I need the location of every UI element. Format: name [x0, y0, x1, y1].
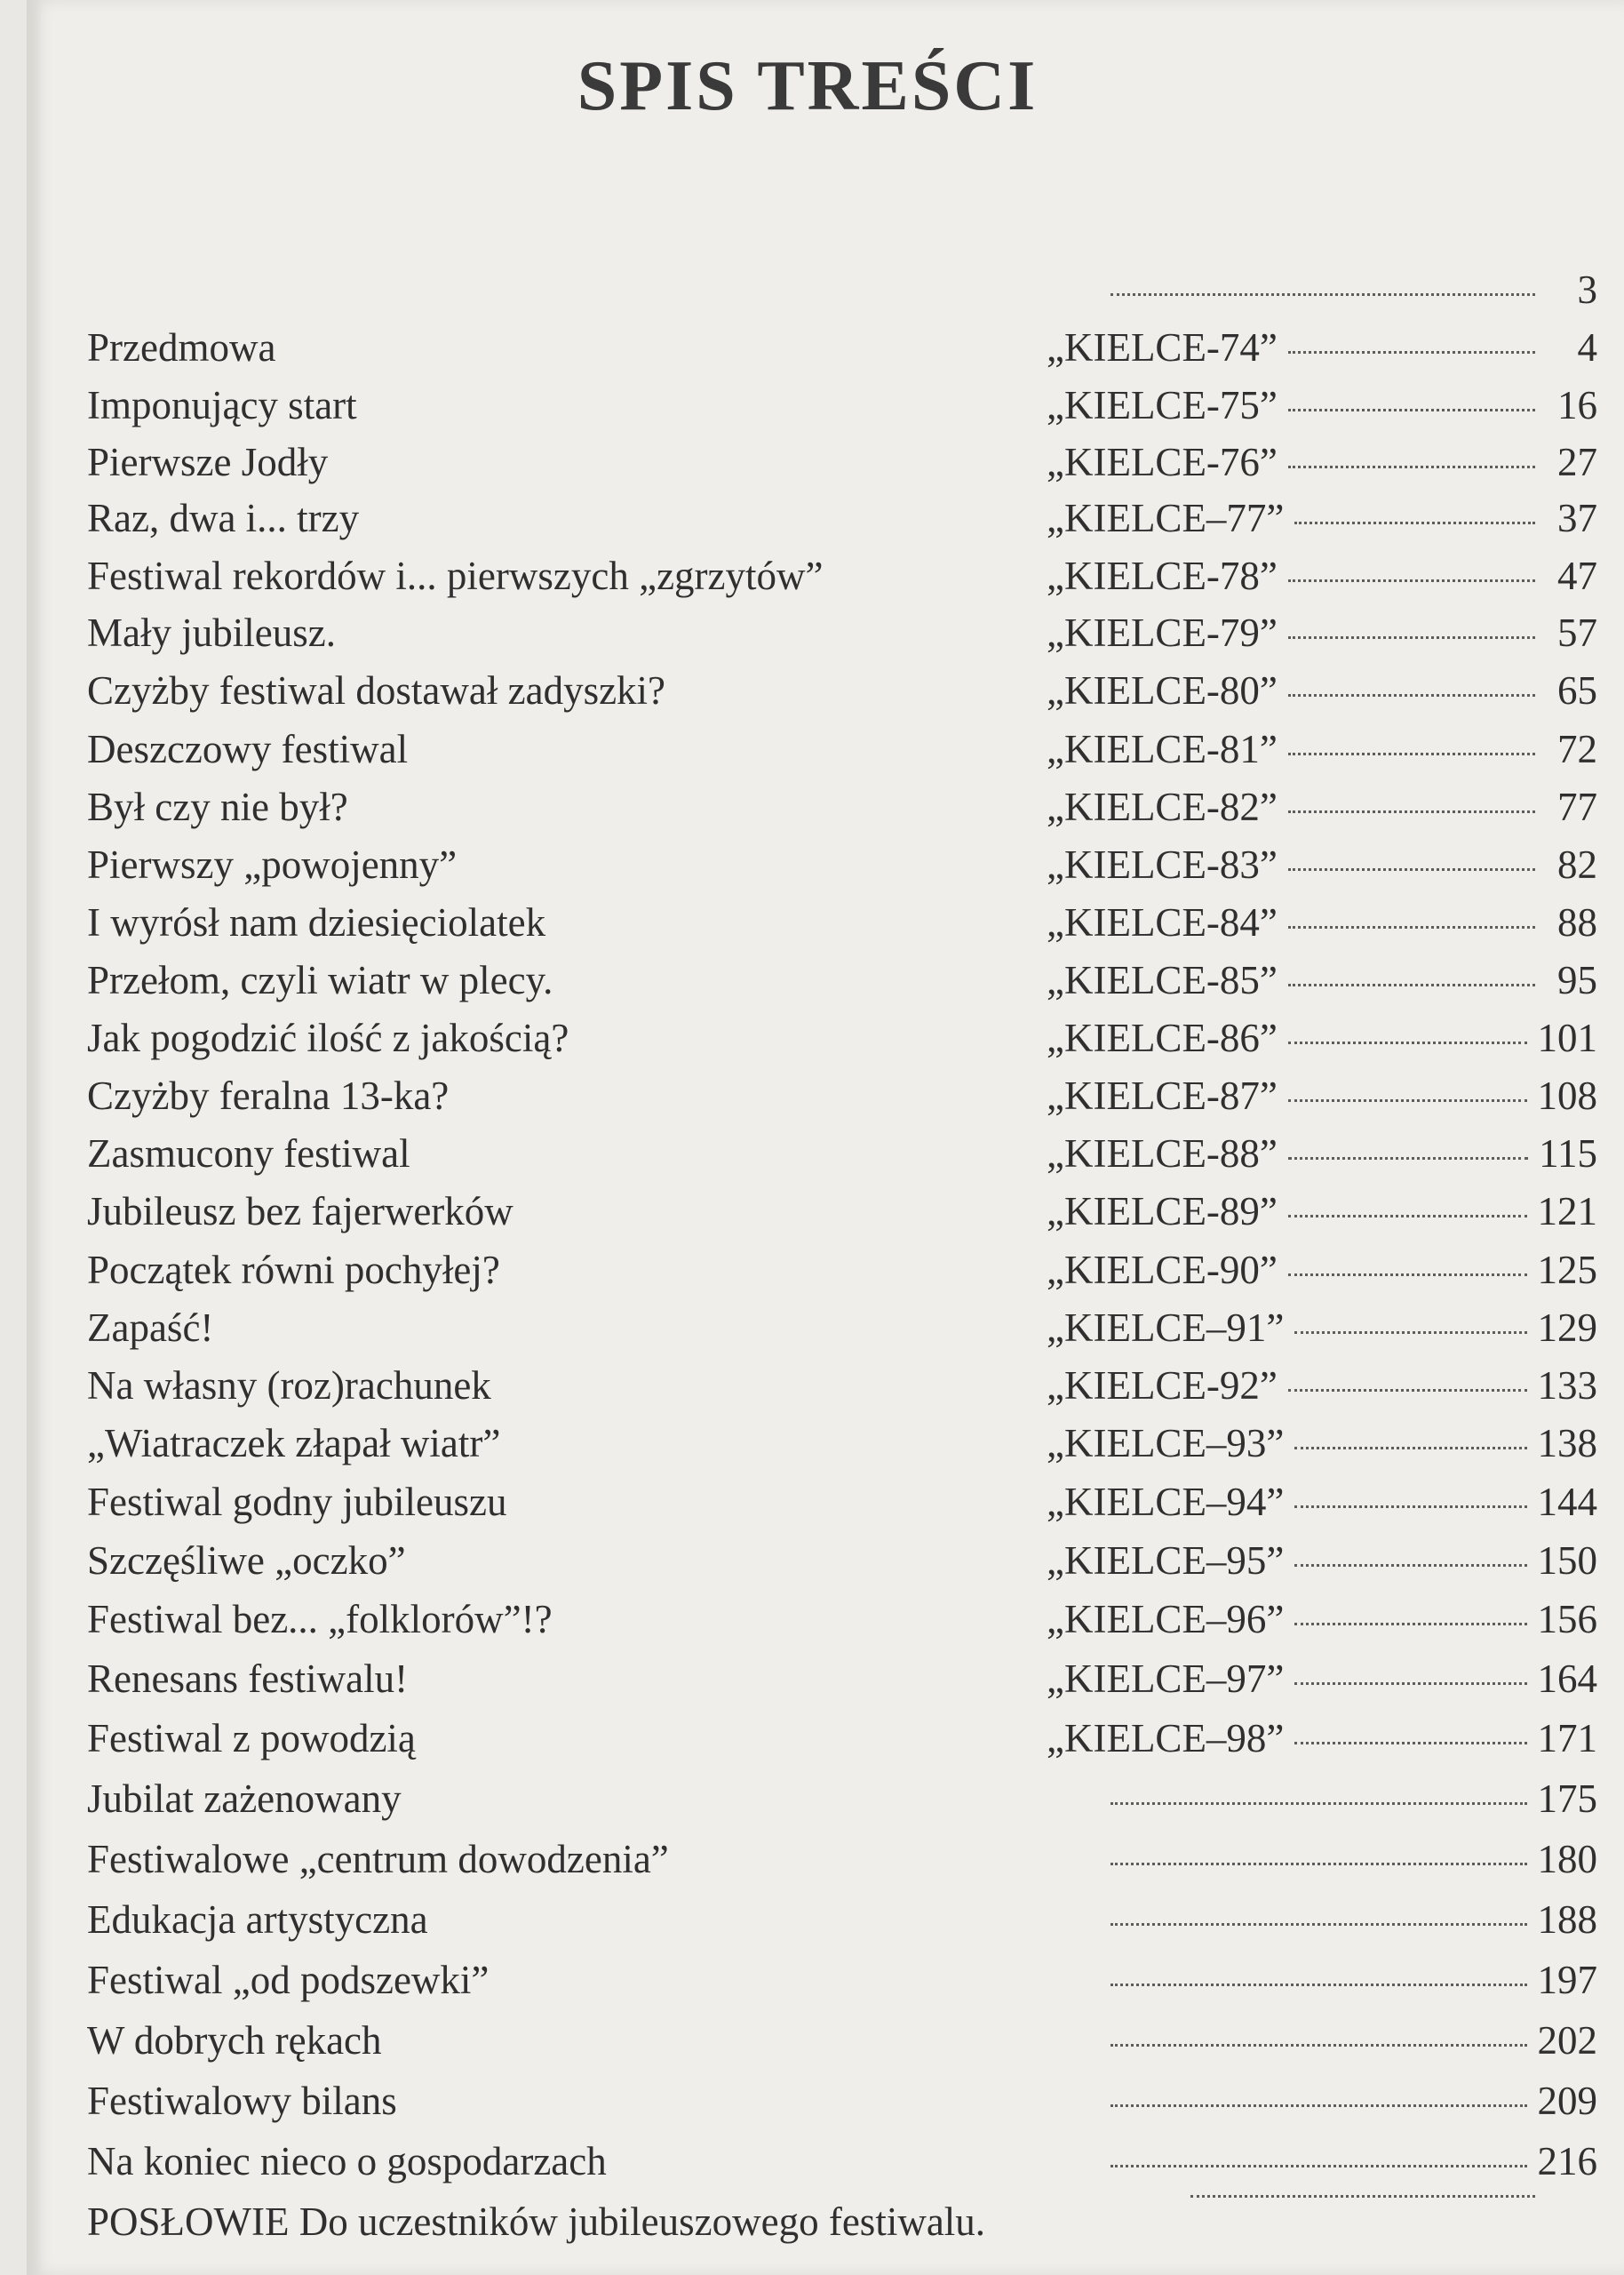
- toc-entry-page-number: 4: [1577, 325, 1597, 370]
- toc-entry-title: Przełom, czyli wiatr w plecy.: [87, 958, 553, 1002]
- toc-entry-title: Festiwal „od podszewki”: [87, 1958, 490, 2002]
- toc-entry-subtitle: „KIELCE–96”: [1047, 1597, 1285, 1641]
- toc-entry-page-number: 138: [1537, 1421, 1597, 1465]
- toc-entry-page-number: 47: [1557, 554, 1597, 598]
- toc-entry-subtitle: „KIELCE–93”: [1047, 1421, 1285, 1465]
- toc-entry-title: Festiwal z powodzią: [87, 1716, 416, 1760]
- toc-entry-reference: [1047, 1189, 1597, 1233]
- dot-leader: [1288, 466, 1535, 468]
- toc-entry-page-number: 125: [1537, 1248, 1597, 1292]
- toc-entry-page-number: 180: [1537, 1837, 1597, 1881]
- toc-entry-subtitle: „KIELCE-79”: [1047, 611, 1278, 655]
- toc-entry-reference: [1047, 613, 1597, 653]
- dot-leader: [1111, 2104, 1527, 2107]
- toc-entry-reference: [1047, 383, 1597, 427]
- toc-entry-title: Czyżby festiwal dostawał zadyszki?: [87, 668, 666, 713]
- toc-entry-reference: [1047, 1018, 1597, 1058]
- toc-entry-reference: [1100, 2081, 1597, 2121]
- toc-entry-page-number: 65: [1557, 668, 1597, 713]
- toc-entry-title: Był czy nie był?: [87, 785, 348, 829]
- toc-entry-subtitle: „KIELCE–91”: [1047, 1305, 1285, 1350]
- dot-leader: [1288, 1042, 1527, 1044]
- dot-leader: [1288, 1389, 1527, 1392]
- toc-entry-subtitle: „KIELCE–97”: [1047, 1656, 1285, 1701]
- toc-entry-title: Imponujący start: [87, 383, 357, 427]
- toc-entry-title: Czyżby feralna 13-ka?: [87, 1074, 450, 1118]
- toc-entry-subtitle: „KIELCE-78”: [1047, 554, 1278, 598]
- toc-entry-subtitle: „KIELCE-81”: [1047, 727, 1278, 771]
- toc-entry-subtitle: „KIELCE-87”: [1047, 1074, 1278, 1118]
- dot-leader: [1294, 1742, 1526, 1744]
- toc-entry-subtitle: „KIELCE–77”: [1047, 496, 1285, 540]
- toc-entry-page-number: 82: [1557, 842, 1597, 887]
- toc-entry-reference: [1047, 556, 1597, 596]
- toc-entry-page-number: 188: [1537, 1897, 1597, 1942]
- toc-entry-title: Jak pogodzić ilość z jakością?: [87, 1016, 569, 1060]
- toc-entry-reference: [1047, 1076, 1597, 1116]
- toc-entry-title: I wyrósł nam dziesięciolatek: [87, 900, 546, 945]
- toc-entry-subtitle: „KIELCE-89”: [1047, 1189, 1278, 1233]
- dot-leader: [1288, 1099, 1527, 1102]
- toc-entry-title: Raz, dwa i... trzy: [87, 496, 360, 540]
- toc-entry-reference: [1047, 440, 1597, 484]
- toc-entry-page-number: 3: [1577, 267, 1597, 312]
- toc-entry-page-number: 16: [1557, 383, 1597, 427]
- toc-entry-title: Na koniec nieco o gospodarzach: [87, 2139, 607, 2183]
- toc-entry-page-number: 37: [1557, 496, 1597, 540]
- toc-entry-reference: [1100, 2139, 1597, 2183]
- toc-entry-subtitle: „KIELCE-88”: [1047, 1131, 1278, 1176]
- dot-leader: [1294, 1447, 1526, 1449]
- dot-leader: [1288, 1273, 1527, 1276]
- toc-entry-page-number: 164: [1537, 1656, 1597, 1701]
- toc-entry-title: „Wiatraczek złapał wiatr”: [87, 1421, 501, 1465]
- dot-leader: [1294, 522, 1535, 524]
- toc-entry-title: Festiwal bez... „folklorów”!?: [87, 1597, 553, 1641]
- toc-entry-reference: [1047, 787, 1597, 827]
- dot-leader: [1111, 293, 1535, 296]
- toc-entry-subtitle: „KIELCE-76”: [1047, 440, 1278, 484]
- toc-entry-title: Jubilat zażenowany: [87, 1776, 402, 1821]
- toc-entry-title: Zasmucony festiwal: [87, 1131, 410, 1176]
- dot-leader: [1288, 1215, 1527, 1217]
- toc-entry-subtitle: „KIELCE-75”: [1047, 383, 1278, 427]
- toc-entry-reference: [1100, 267, 1597, 312]
- dot-leader: [1111, 2165, 1527, 2167]
- dot-leader: [1111, 1923, 1527, 1926]
- toc-entry-page-number: 144: [1537, 1480, 1597, 1524]
- toc-entry-subtitle: „KIELCE-85”: [1047, 958, 1278, 1002]
- toc-entry-reference: [1047, 727, 1597, 771]
- dot-leader: [1294, 1623, 1526, 1625]
- dot-leader: [1288, 636, 1535, 639]
- dot-leader: [1288, 984, 1535, 986]
- page-title: SPIS TREŚCI: [577, 47, 1039, 125]
- toc-entry-subtitle: „KIELCE-80”: [1047, 668, 1278, 713]
- dot-leader: [1288, 409, 1535, 411]
- toc-entry-page-number: 108: [1537, 1074, 1597, 1118]
- toc-entry-title: Pierwszy „powojenny”: [87, 842, 458, 887]
- toc-entry-page-number: 72: [1557, 727, 1597, 771]
- dot-leader: [1294, 1505, 1526, 1508]
- toc-entry-reference: [1047, 1482, 1597, 1522]
- toc-entry-reference: [1047, 958, 1597, 1002]
- toc-entry-subtitle: „KIELCE-90”: [1047, 1248, 1278, 1292]
- dot-leader: [1288, 753, 1535, 755]
- toc-entry-title: Festiwal rekordów i... pierwszych „zgrzytów”: [87, 554, 824, 598]
- toc-entry-title: Festiwalowy bilans: [87, 2079, 397, 2123]
- toc-entry-title: Szczęśliwe „oczko”: [87, 1538, 406, 1583]
- toc-entry-page-number: 156: [1537, 1597, 1597, 1641]
- toc-entry-title: Edukacja artystyczna: [87, 1897, 428, 1942]
- dot-leader: [1111, 2044, 1527, 2047]
- toc-entry-reference: [1047, 1538, 1597, 1583]
- table-of-contents: [27, 0, 1624, 2275]
- toc-entry-reference: [1047, 1597, 1597, 1641]
- toc-entry-reference: [1100, 2018, 1597, 2063]
- toc-entry-reference: [1100, 1960, 1597, 2000]
- toc-entry-page-number: 216: [1537, 2139, 1597, 2183]
- toc-entry-title: Jubileusz bez fajerwerków: [87, 1189, 513, 1233]
- toc-entry-page-number: 95: [1557, 958, 1597, 1002]
- toc-entry-title: Renesans festiwalu!: [87, 1656, 409, 1701]
- dot-leader: [1111, 1984, 1527, 1986]
- dot-leader: [1288, 694, 1535, 697]
- toc-entry-page-number: 27: [1557, 440, 1597, 484]
- dot-leader: [1288, 868, 1535, 871]
- toc-entry-subtitle: „KIELCE–94”: [1047, 1480, 1285, 1524]
- toc-entry-page-number: 133: [1537, 1363, 1597, 1408]
- toc-entry-reference: [1047, 1131, 1597, 1176]
- toc-entry-subtitle: „KIELCE–95”: [1047, 1538, 1285, 1583]
- dot-leader: [1294, 1682, 1526, 1685]
- toc-entry-reference: [1180, 2202, 1597, 2205]
- toc-entry-subtitle: „KIELCE-74”: [1047, 325, 1278, 370]
- toc-entry-page-number: 57: [1557, 611, 1597, 655]
- toc-entry-subtitle: „KIELCE-92”: [1047, 1363, 1278, 1408]
- dot-leader: [1294, 1564, 1526, 1567]
- toc-entry-reference: [1047, 842, 1597, 887]
- toc-entry-page-number: 77: [1557, 785, 1597, 829]
- dot-leader: [1288, 351, 1535, 354]
- toc-entry-reference: [1047, 900, 1597, 945]
- toc-entry-title: Mały jubileusz.: [87, 611, 336, 655]
- toc-entry-reference: [1047, 668, 1597, 713]
- toc-entry-subtitle: „KIELCE-82”: [1047, 785, 1278, 829]
- toc-entry-title: Deszczowy festiwal: [87, 727, 409, 771]
- toc-entry-title: Na własny (roz)rachunek: [87, 1363, 491, 1408]
- dot-leader: [1288, 579, 1535, 582]
- toc-entry-reference: [1047, 1363, 1597, 1408]
- toc-entry-title: Zapaść!: [87, 1305, 214, 1350]
- toc-entry-reference: [1047, 1716, 1597, 1760]
- toc-entry-title: Początek równi pochyłej?: [87, 1248, 500, 1292]
- toc-entry-subtitle: „KIELCE–98”: [1047, 1716, 1285, 1760]
- toc-entry-page-number: 88: [1557, 900, 1597, 945]
- toc-entry-page-number: 209: [1537, 2079, 1597, 2123]
- toc-entry-title: W dobrych rękach: [87, 2018, 382, 2063]
- toc-entry-reference: [1100, 1776, 1597, 1821]
- toc-entry-page-number: 175: [1537, 1776, 1597, 1821]
- dot-leader: [1111, 1863, 1527, 1865]
- toc-entry-page-number: 202: [1537, 2018, 1597, 2063]
- dot-leader: [1294, 1331, 1526, 1334]
- toc-entry-reference: [1100, 1837, 1597, 1881]
- toc-entry-reference: [1047, 1305, 1597, 1350]
- toc-entry-reference: [1047, 1250, 1597, 1290]
- toc-entry-subtitle: „KIELCE-84”: [1047, 900, 1278, 945]
- toc-entry-title: Festiwal godny jubileuszu: [87, 1480, 507, 1524]
- toc-entry-reference: [1100, 1897, 1597, 1942]
- toc-entry-page-number: 171: [1537, 1716, 1597, 1760]
- dot-leader: [1111, 1802, 1527, 1805]
- toc-entry-title: POSŁOWIE Do uczestników jubileuszowego festiwalu.: [87, 2199, 986, 2244]
- toc-entry-reference: [1047, 496, 1597, 540]
- toc-entry-subtitle: „KIELCE-83”: [1047, 842, 1278, 887]
- toc-entry-subtitle: „KIELCE-86”: [1047, 1016, 1278, 1060]
- toc-entry-page-number: 115: [1539, 1131, 1597, 1176]
- toc-entry-title: Pierwsze Jodły: [87, 440, 329, 484]
- toc-entry-page-number: 197: [1537, 1958, 1597, 2002]
- toc-entry-title: Przedmowa: [87, 325, 276, 370]
- dot-leader: [1288, 810, 1535, 813]
- dot-leader: [1288, 1157, 1528, 1160]
- dot-leader: [1190, 2195, 1535, 2198]
- toc-entry-reference: [1047, 325, 1597, 370]
- dot-leader: [1288, 926, 1535, 929]
- toc-entry-page-number: 101: [1537, 1016, 1597, 1060]
- toc-entry-title: Festiwalowe „centrum dowodzenia”: [87, 1837, 669, 1881]
- toc-entry-reference: [1047, 1656, 1597, 1701]
- toc-entry-reference: [1047, 1421, 1597, 1465]
- document-page: [27, 0, 1624, 2275]
- toc-entry-page-number: 121: [1537, 1189, 1597, 1233]
- toc-entry-page-number: 150: [1537, 1538, 1597, 1583]
- toc-entry-page-number: 129: [1537, 1305, 1597, 1350]
